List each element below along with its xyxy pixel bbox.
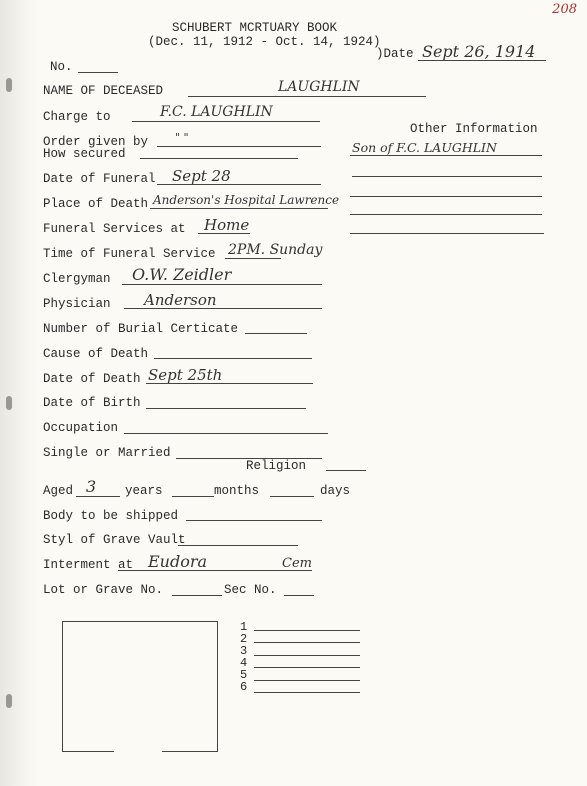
name-value: LAUGHLIN xyxy=(278,79,360,95)
place-line xyxy=(150,208,328,209)
number-label: 5 xyxy=(240,668,248,682)
aged-value: 3 xyxy=(86,477,97,496)
birth-label: Date of Birth xyxy=(43,396,141,410)
box-base-line xyxy=(162,751,217,752)
order-line xyxy=(157,146,321,147)
order-label: Order given by xyxy=(43,135,149,149)
sec-line xyxy=(284,595,314,596)
grave-diagram-box xyxy=(62,621,218,752)
days-line xyxy=(270,496,314,497)
vault-line xyxy=(178,545,298,546)
other-line xyxy=(352,176,542,177)
no-line xyxy=(78,72,118,73)
binder-hole xyxy=(6,78,12,92)
charge-line xyxy=(132,121,320,122)
name-line xyxy=(188,96,426,97)
cause-line xyxy=(154,358,312,359)
months-line xyxy=(172,496,214,497)
binder-hole xyxy=(6,694,12,708)
time-value: 2PM. Sunday xyxy=(228,242,323,258)
how-label: How secured xyxy=(43,147,126,161)
cem-label: Cem xyxy=(282,556,312,571)
other-line xyxy=(350,155,542,156)
vault-label: Styl of Grave Vault xyxy=(43,533,186,547)
cause-label: Cause of Death xyxy=(43,347,149,361)
physician-label: Physician xyxy=(43,297,111,311)
page-number: 208 xyxy=(552,2,577,17)
clergyman-label: Clergyman xyxy=(43,272,111,286)
book-dates: (Dec. 11, 1912 - Oct. 14, 1924) xyxy=(148,35,381,49)
shipped-line xyxy=(186,520,322,521)
birth-line xyxy=(146,408,306,409)
no-label: No. xyxy=(50,60,73,74)
charge-label: Charge to xyxy=(43,110,111,124)
aged-line xyxy=(76,496,120,497)
days-label: days xyxy=(320,484,351,498)
time-label: Time of Funeral Service xyxy=(43,247,216,261)
other-line xyxy=(350,233,544,234)
place-label: Place of Death xyxy=(43,197,149,211)
date-line xyxy=(418,60,546,61)
single-label: Single or Married xyxy=(43,446,171,460)
sec-label: Sec No. xyxy=(224,583,277,597)
services-value: Home xyxy=(204,216,250,234)
services-label: Funeral Services at xyxy=(43,222,186,236)
death-date-label: Date of Death xyxy=(43,372,141,386)
other-line xyxy=(350,214,542,215)
physician-value: Anderson xyxy=(144,291,217,309)
certificate-label: Number of Burial Certicate xyxy=(43,322,239,336)
date-label: )Date xyxy=(376,47,414,61)
book-title: SCHUBERT MCRTUARY BOOK xyxy=(172,21,338,35)
charge-value: F.C. LAUGHLIN xyxy=(160,104,273,120)
lot-label: Lot or Grave No. xyxy=(43,583,164,597)
death-date-line xyxy=(146,383,313,384)
occupation-line xyxy=(124,433,328,434)
shipped-label: Body to be shipped xyxy=(43,509,179,523)
other-line1: Son of F.C. LAUGHLIN xyxy=(352,140,497,155)
services-line xyxy=(198,233,250,234)
religion-line xyxy=(326,470,366,471)
order-value: " " xyxy=(175,131,189,144)
religion-label: Religion xyxy=(246,459,307,473)
death-date-value: Sept 25th xyxy=(148,366,223,384)
clergyman-value: O.W. Zeidler xyxy=(132,265,232,284)
other-line xyxy=(350,196,542,197)
number-label: 4 xyxy=(240,656,248,670)
funeral-date-value: Sept 28 xyxy=(172,167,231,185)
clergyman-line xyxy=(122,284,322,285)
box-base-line xyxy=(62,751,114,752)
physician-line xyxy=(124,308,322,309)
lot-line xyxy=(172,595,222,596)
number-line xyxy=(254,655,360,656)
occupation-label: Occupation xyxy=(43,421,119,435)
number-line xyxy=(254,642,360,643)
place-value: Anderson's Hospital Lawrence xyxy=(153,193,340,207)
funeral-date-line xyxy=(157,184,321,185)
time-line xyxy=(225,258,281,259)
number-line xyxy=(254,680,360,681)
number-line xyxy=(254,692,360,693)
name-label: NAME OF DECEASED xyxy=(43,84,164,98)
certificate-line xyxy=(245,333,307,334)
aged-label: Aged xyxy=(43,484,74,498)
interment-value: Eudora xyxy=(148,552,208,571)
interment-label: Interment at xyxy=(43,558,134,572)
number-label: 3 xyxy=(240,644,248,658)
funeral-date-label: Date of Funeral xyxy=(43,172,156,186)
number-label: 2 xyxy=(240,632,248,646)
how-line xyxy=(140,158,298,159)
months-label: months xyxy=(214,484,260,498)
number-label: 6 xyxy=(240,680,248,694)
number-line xyxy=(254,667,360,668)
other-label: Other Information xyxy=(410,122,538,136)
number-label: 1 xyxy=(240,620,248,634)
years-label: years xyxy=(125,484,163,498)
date-value: Sept 26, 1914 xyxy=(422,42,536,61)
number-line xyxy=(254,630,360,631)
binder-hole xyxy=(6,396,12,410)
